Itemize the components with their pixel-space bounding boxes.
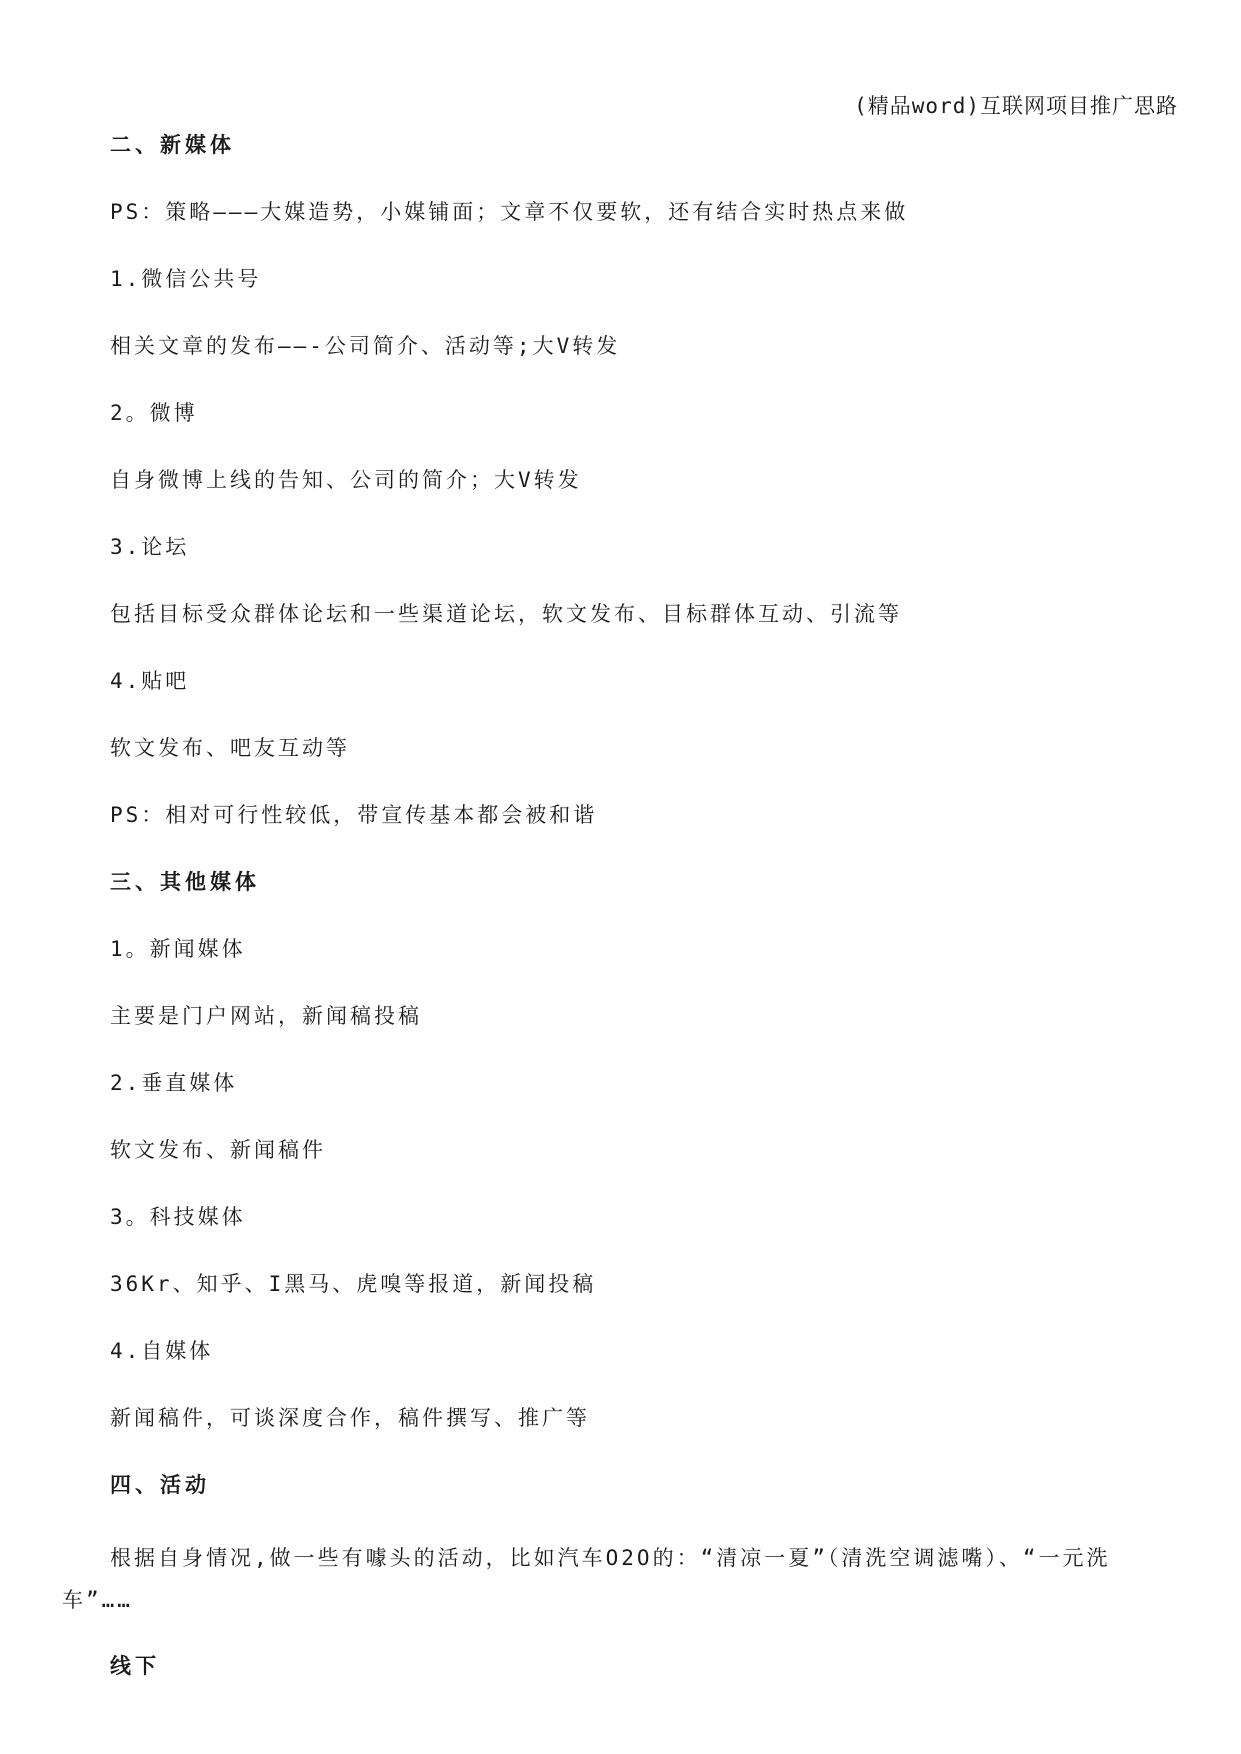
section-heading-activities: 四、活动: [110, 1473, 210, 1497]
text-line: 1.微信公共号: [110, 267, 262, 291]
text-line: 2。微博: [110, 401, 198, 425]
text-line: 包括目标受众群体论坛和一些渠道论坛，软文发布、目标群体互动、引流等: [110, 602, 902, 626]
text-line: 自身微博上线的告知、公司的简介；大V转发: [110, 468, 582, 492]
section-heading-new-media: 二、新媒体: [110, 133, 235, 157]
text-line: PS：策略———大媒造势，小媒铺面；文章不仅要软，还有结合实时热点来做: [110, 200, 909, 224]
text-line: 主要是门户网站，新闻稿投稿: [110, 1004, 422, 1028]
section-heading-offline: 线下: [110, 1654, 160, 1678]
activities-paragraph: 根据自身情况,做一些有噱头的活动，比如汽车O2O的：“清凉一夏”（清洗空调滤嘴）、“一元洗车”……: [62, 1546, 1111, 1612]
text-line: 新闻稿件，可谈深度合作，稿件撰写、推广等: [110, 1406, 590, 1430]
text-line: PS：相对可行性较低，带宣传基本都会被和谐: [110, 803, 598, 827]
text-line: 1。新闻媒体: [110, 937, 246, 961]
text-line: 3。科技媒体: [110, 1205, 246, 1229]
text-line: 软文发布、吧友互动等: [110, 736, 350, 760]
text-line: 36Kr、知乎、I黑马、虎嗅等报道，新闻投稿: [110, 1272, 597, 1296]
text-line: 4.自媒体: [110, 1339, 214, 1363]
text-line: 2.垂直媒体: [110, 1071, 238, 1095]
text-line: 3.论坛: [110, 535, 190, 559]
text-line: 4.贴吧: [110, 669, 190, 693]
text-line: 软文发布、新闻稿件: [110, 1138, 326, 1162]
section-heading-other-media: 三、其他媒体: [110, 870, 260, 894]
running-header: (精品word)互联网项目推广思路: [854, 94, 1178, 118]
document-body: [62, 130, 1170, 1718]
text-line: 相关文章的发布——-公司简介、活动等;大V转发: [110, 334, 621, 358]
